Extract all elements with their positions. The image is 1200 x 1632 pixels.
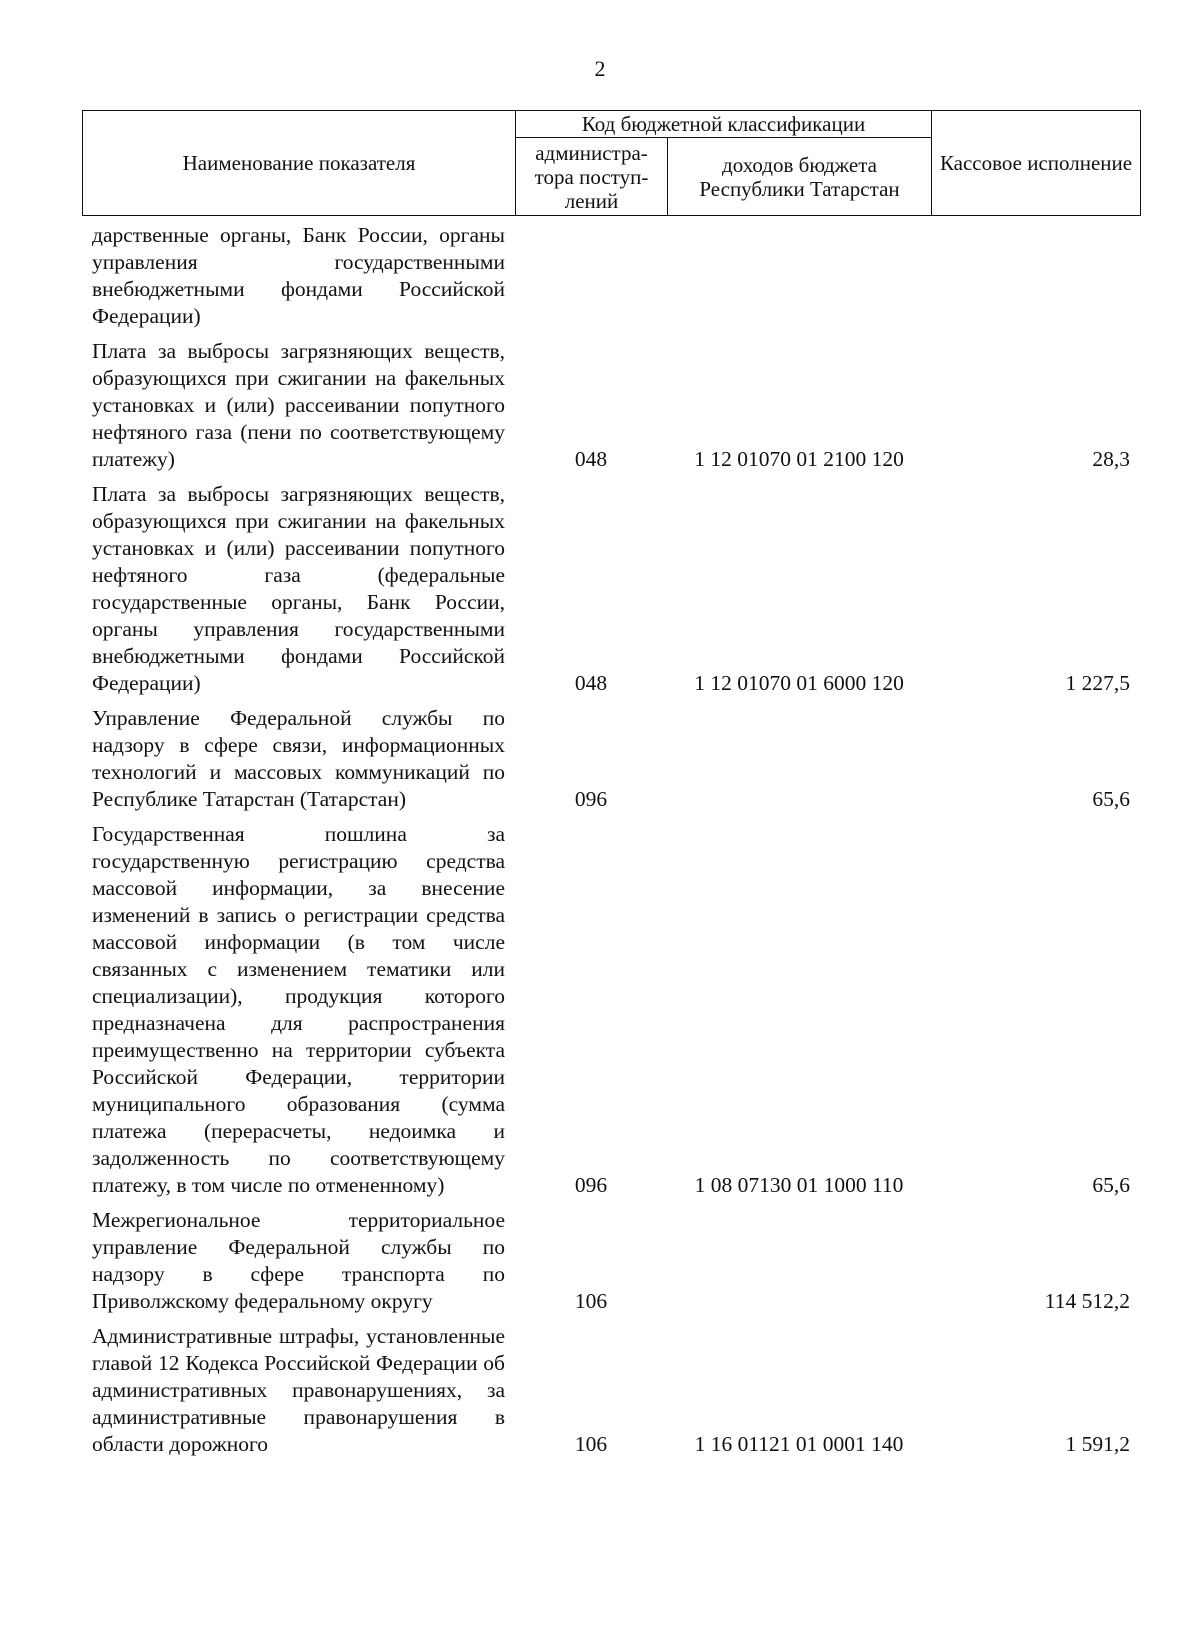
header-name-column: Наименование показателя [83,111,516,216]
row-name: Административные штрафы, установленные главой 12 Кодекса Российской Федерации об административных правонарушениях, за административные правонарушения в области дорожного [92,1324,505,1456]
table-row [82,334,1140,477]
header-amount-column: Кассовое исполнение [932,111,1141,216]
row-income-code: 1 12 01070 01 6000 120 [694,671,904,695]
header-code-group: Код бюджетной классификации [516,111,932,138]
table-row [82,701,1140,817]
row-admin-code: 048 [574,671,608,695]
row-amount [931,222,1140,334]
row-name: Управление Федеральной службы по надзору в сфере связи, информационных технологий и массовых коммуникаций по Республике Татарстан (Татарстан) [92,706,505,811]
row-amount: 65,6 [1092,1173,1130,1197]
row-amount: 28,3 [1092,447,1130,471]
row-admin-code: 096 [574,1173,608,1197]
row-name: дарственные органы, Банк России, органы управления государственными внебюджетными фондами Российской Федерации) [92,223,505,328]
row-name: Плата за выбросы загрязняющих веществ, образующихся при сжигании на факельных установках и (или) рассеивании попутного нефтяного газа (пени по соответствующему платежу) [92,339,505,471]
row-name: Межрегиональное территориальное управление Федеральной службы по надзору в сфере транспорта по Приволжскому федеральному округу [92,1208,505,1313]
row-income-code: 1 16 01121 01 0001 140 [694,1432,904,1456]
row-income-code: 1 12 01070 01 2100 120 [694,447,904,471]
table-row [82,1319,1140,1462]
row-amount: 114 512,2 [1044,1289,1130,1313]
table-row [82,817,1140,1203]
row-name: Государственная пошлина за государственную регистрацию средства массовой информации, за внесение изменений в запись о регистрации средства массовой информации (в том числе связанных с изменением тематики или специализации), продукция которого предназначена для распространения преимущественно на территории субъекта Российской Федерации, территории муниципального образования (сумма платежа (перерасчеты, недоимка и задолженность по соответствующему платежу, в том числе по отмененному) [92,822,505,1197]
row-amount: 1 227,5 [1065,671,1130,695]
row-income-code [667,1203,931,1319]
table-body [82,222,1140,1462]
header-admin-column: администра-тора поступ-лений [516,138,668,216]
header-income-column: доходов бюджета Республики Татарстан [668,138,932,216]
table-row [82,477,1140,701]
row-admin-code [515,222,667,334]
row-amount: 1 591,2 [1065,1432,1130,1456]
table-row [82,222,1140,334]
row-admin-code: 106 [574,1289,608,1313]
table-row [82,1203,1140,1319]
row-admin-code: 048 [574,447,608,471]
row-income-code [667,222,931,334]
row-name: Плата за выбросы загрязняющих веществ, образующихся при сжигании на факельных установках и (или) рассеивании попутного нефтяного газа (федеральные государственные органы, Банк России, органы управления государственными внебюджетными фондами Российской Федерации) [92,482,505,695]
row-admin-code: 096 [574,787,608,811]
row-amount: 65,6 [1092,787,1130,811]
row-admin-code: 106 [574,1432,608,1456]
table-header [82,110,1141,216]
row-income-code [667,701,931,817]
data-table [82,222,1140,1462]
row-income-code: 1 08 07130 01 1000 110 [694,1173,904,1197]
page-number: 2 [594,56,606,81]
